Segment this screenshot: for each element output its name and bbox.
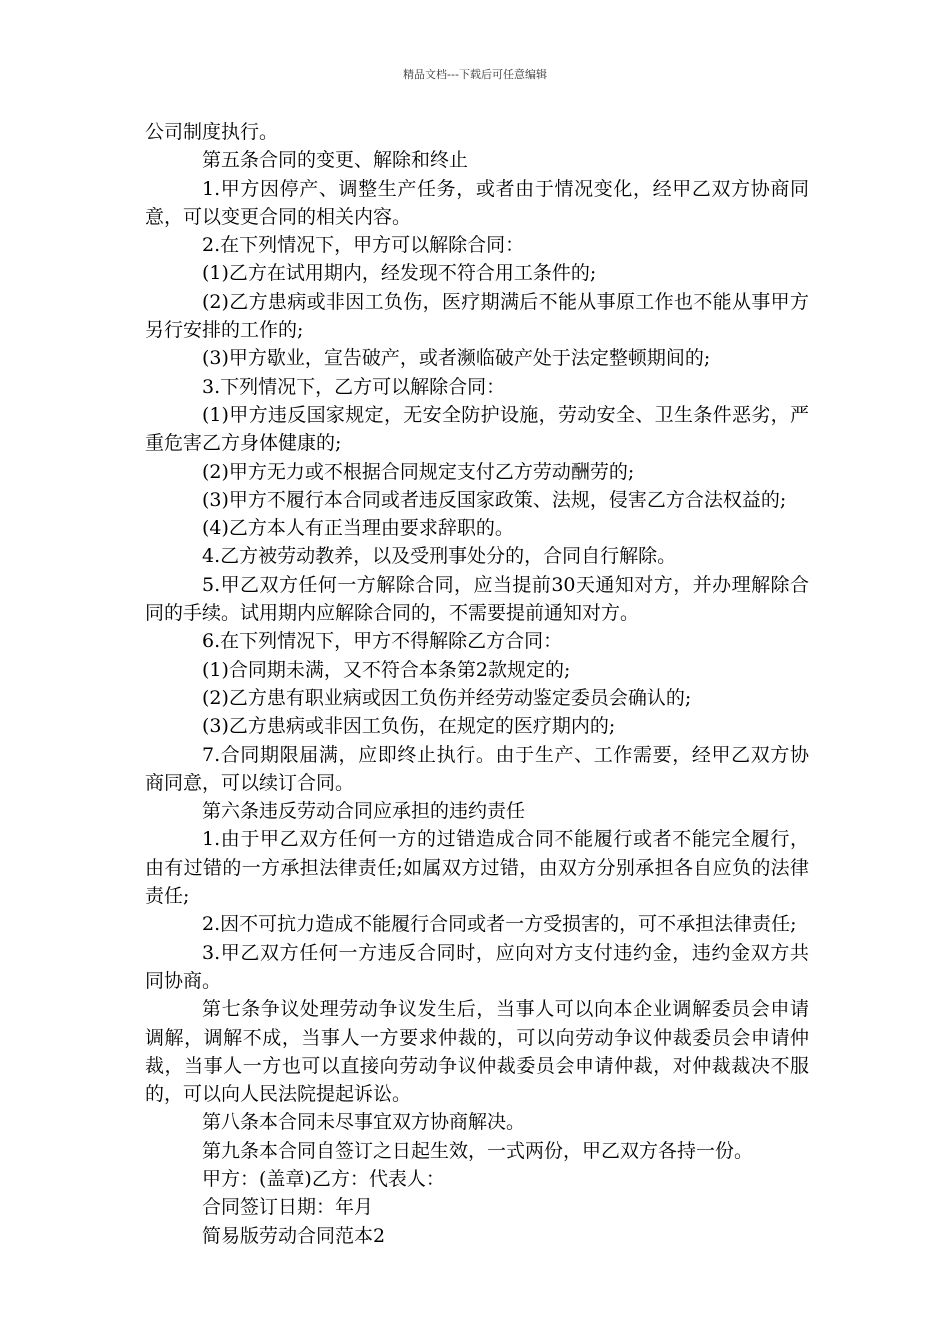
paragraph: (2)乙方患病或非因工负伤，医疗期满后不能从事原工作也不能从事甲方另行安排的工作的; [145,290,809,342]
paragraph: 简易版劳动合同范本2 [202,1224,386,1247]
paragraph: (2)乙方患有职业病或因工负伤并经劳动鉴定委员会确认的; [202,686,692,709]
paragraph: 合同签订日期：年月 [202,1196,374,1219]
paragraph: (1)合同期未满，又不符合本条第2款规定的; [202,658,571,681]
paragraph: 7.合同期限届满，应即终止执行。由于生产、工作需要，经甲乙双方协商同意，可以续订合同。 [145,743,809,794]
paragraph: 1.由于甲乙双方任何一方的过错造成合同不能履行或者不能完全履行，由有过错的一方承担法律责任;如属双方过错，由双方分别承担各自应负的法律责任; [145,828,809,908]
paragraph: 4.乙方被劳动教养，以及受刑事处分的，合同自行解除。 [202,545,677,568]
paragraph: (3)甲方不履行本合同或者违反国家政策、法规，侵害乙方合法权益的; [202,488,787,511]
paragraph: (3)乙方患病或非因工负伤，在规定的医疗期内的; [202,715,616,738]
paragraph: 第五条合同的变更、解除和终止 [202,149,469,172]
paragraph: 3.下列情况下，乙方可以解除合同： [202,375,506,398]
paragraph: 第七条争议处理劳动争议发生后，当事人可以向本企业调解委员会申请调解，调解不成，当事人一方要求仲裁的，可以向劳动争议仲裁委员会申请仲裁，当事人一方也可以直接向劳动争议仲裁委员会申请仲裁，对仲裁裁决不服的，可以向人民法院提起诉讼。 [145,998,809,1106]
paragraph: 2.在下列情况下，甲方可以解除合同： [202,234,525,257]
paragraph: (4)乙方本人有正当理由要求辞职的。 [202,517,514,540]
paragraph: (1)乙方在试用期内，经发现不符合用工条件的; [202,262,597,285]
paragraph: 6.在下列情况下，甲方不得解除乙方合同： [202,630,563,653]
paragraph: 公司制度执行。 [145,121,279,143]
paragraph: 第九条本合同自签订之日起生效，一式两份，甲乙双方各持一份。 [202,1139,754,1162]
paragraph: 甲方：(盖章)乙方：代表人： [202,1167,445,1190]
paragraph: 1.甲方因停产、调整生产任务，或者由于情况变化，经甲乙双方协商同意，可以变更合同的相关内容。 [145,177,809,228]
paragraph: 5.甲乙双方任何一方解除合同，应当提前30天通知对方，并办理解除合同的手续。试用期内应解除合同的，不需要提前通知对方。 [145,573,809,625]
paragraph: 第八条本合同未尽事宜双方协商解决。 [202,1111,526,1134]
paragraph: (1)甲方违反国家规定，无安全防护设施，劳动安全、卫生条件恶劣，严重危害乙方身体健康的; [145,403,809,455]
paragraph: 第六条违反劳动合同应承担的违约责任 [202,800,526,823]
paragraph: 2.因不可抗力造成不能履行合同或者一方受损害的，可不承担法律责任; [202,913,797,936]
paragraph: 3.甲乙双方任何一方违反合同时，应向对方支付违约金，违约金双方共同协商。 [145,941,809,992]
paragraph: (3)甲方歇业，宣告破产，或者濒临破产处于法定整顿期间的; [202,347,711,370]
document-body [145,118,809,1250]
page-header: 精品文档---下载后可任意编辑 [403,68,547,81]
paragraph: (2)甲方无力或不根据合同规定支付乙方劳动酬劳的; [202,460,635,483]
